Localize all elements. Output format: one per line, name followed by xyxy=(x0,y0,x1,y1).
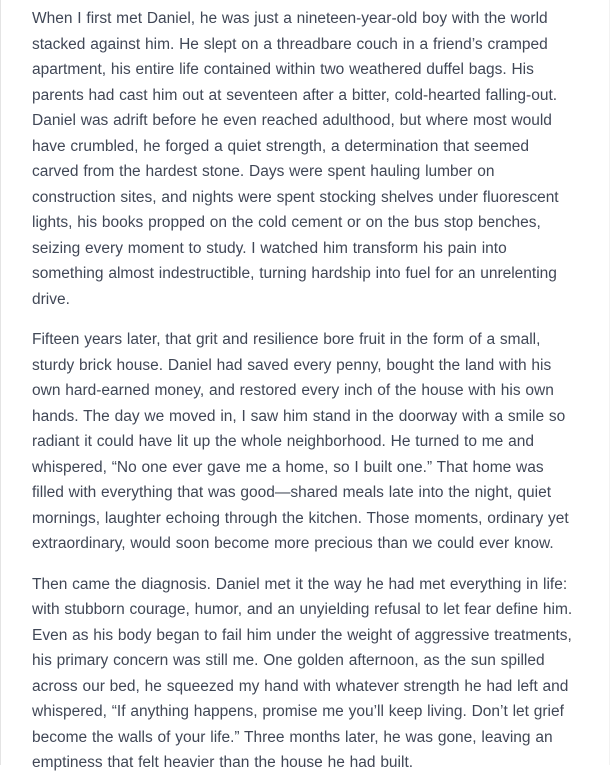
paragraph-diagnosis: Then came the diagnosis. Daniel met it the way he had met everything in life: with stubborn courage, humor, and an unyielding refusal to let fear define him. Even as his body began to fail him under the weight of aggressive treatments, his primary concern was still me. One golden afternoon, as the sun spilled across our bed, he squeezed my hand with whatever strength he had left and whispered, “If anything happens, promise me you’ll keep living. Don’t let grief become the walls of your life.” Three months later, he was gone, leaving an emptiness that felt heavier than the house he had built. xyxy=(32,575,573,771)
paragraph-house: Fifteen years later, that grit and resilience bore fruit in the form of a small, sturdy brick house. Daniel had saved every penny, bought the land with his own hard-earned money, and restored every inch of the house with his own hands. The day we moved in, I saw him stand in the doorway with a smile so radiant it could have lit up the whole neighborhood. He turned to me and whispered, “No one ever gave me a home, so I built one.” That home was filled with everything that was good—shared meals late into the night, quiet mornings, laughter echoing through the kitchen. Those moments, ordinary yet extraordinary, would soon become more precious than we could ever know. xyxy=(32,331,569,552)
paragraph-intro: When I first met Daniel, he was just a nineteen-year-old boy with the world stacked against him. He slept on a threadbare couch in a friend’s cramped apartment, his entire life contained within two weathered duffel bags. His parents had cast him out at seventeen after a bitter, cold-hearted falling-out. Daniel was adrift before he even reached adulthood, but where most would have crumbled, he forged a quiet strength, a determination that seemed carved from the hardest stone. Days were spent hauling lumber on construction sites, and nights were spent stocking shelves under fluorescent lights, his books propped on the cold cement or on the bus stop benches, seizing every moment to study. I watched him transform his pain into something almost indestructible, turning hardship into fuel for an unrelenting drive. xyxy=(32,10,559,308)
